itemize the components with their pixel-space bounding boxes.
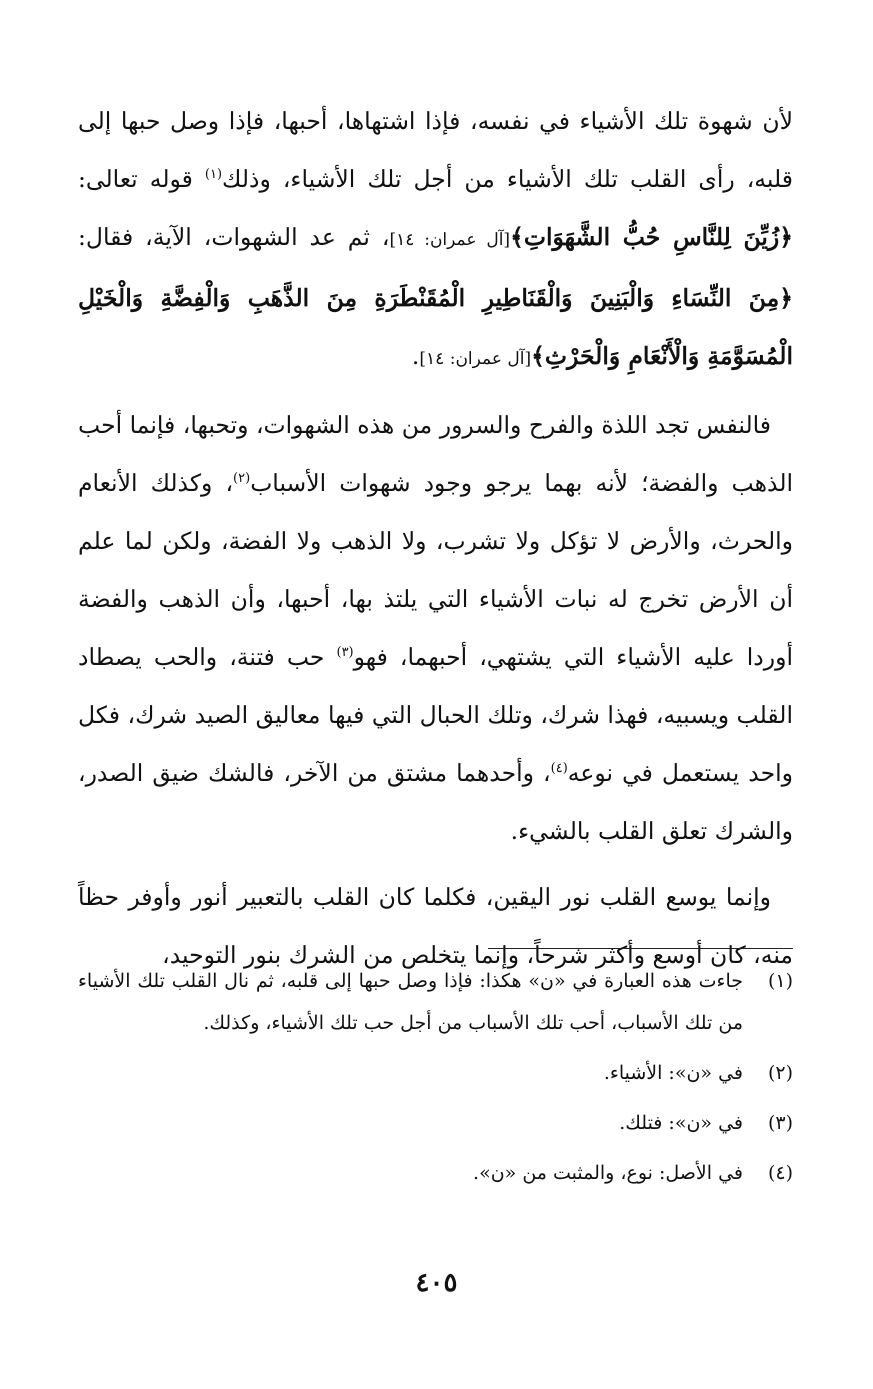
footnote-4 bbox=[78, 1152, 793, 1194]
verse-reference-2: [آل عمران: ١٤] bbox=[419, 349, 532, 369]
paragraph-2 bbox=[78, 396, 793, 860]
footnote-text: في الأصل: نوع، والمثبت من «ن». bbox=[473, 1162, 743, 1184]
verse-reference-1: [آل عمران: ١٤] bbox=[389, 230, 511, 250]
text-span: حب فتنة، والحب يصطاد القلب ويسبيه، فهذا شرك، وتلك الحبال التي فيها معاليق الصيد شرك، فكل واحد يستعمل في نوعه bbox=[78, 643, 793, 787]
footnote-2 bbox=[78, 1052, 793, 1094]
footnote-marker-3: (٣) bbox=[336, 645, 354, 661]
footnotes bbox=[78, 960, 793, 1202]
text-span: . bbox=[411, 342, 420, 370]
footnote-number: (١) bbox=[767, 970, 793, 992]
footnote-number: (٣) bbox=[767, 1112, 793, 1134]
footnote-text: جاءت هذه العبارة في «ن» هكذا: فإذا وصل حبها إلى قلبه، ثم نال القلب تلك الأشياء من تلك الأسباب، أحب تلك الأسباب من أجل حب تلك الأشياء، وكذلك. bbox=[78, 970, 743, 1034]
text-span: قوله تعالى: bbox=[78, 165, 205, 193]
footnote-divider bbox=[488, 948, 793, 949]
text-span: ، ثم عد الشهوات، الآية، فقال: bbox=[78, 223, 390, 251]
main-text bbox=[78, 92, 793, 984]
footnote-number: (٤) bbox=[767, 1162, 793, 1184]
quran-verse-1: ﴿زُيِّنَ لِلنَّاسِ حُبُّ الشَّهَوَاتِ﴾ bbox=[510, 223, 793, 251]
text-span: لأن شهوة تلك الأشياء في نفسه، فإذا اشتهاها، أحبها، فإذا وصل حبها إلى قلبه، رأى القلب تلك الأشياء من أجل تلك الأشياء، وذلك bbox=[78, 107, 794, 193]
text-span: فالنفس تجد اللذة والفرح والسرور من هذه الشهوات، وتحبها، فإنما أحب الذهب والفضة؛ لأنه بهما يرجو وجود شهوات الأسباب bbox=[78, 411, 794, 497]
footnote-number: (٢) bbox=[767, 1062, 793, 1084]
footnote-marker-2: (٢) bbox=[233, 471, 251, 487]
quran-verse-2: ﴿مِنَ النِّسَاءِ وَالْبَنِينَ وَالْقَنَاطِيرِ الْمُقَنْطَرَةِ مِنَ الذَّهَبِ وَالْفِضَّةِ وَالْخَيْلِ الْمُسَوَّمَةِ وَالْأَنْعَامِ وَالْحَرْثِ﴾ bbox=[78, 284, 793, 370]
footnote-text: في «ن»: الأشياء. bbox=[603, 1062, 743, 1084]
paragraph-1 bbox=[78, 92, 793, 388]
footnote-marker-1: (١) bbox=[204, 167, 223, 183]
footnote-text: في «ن»: فتلك. bbox=[619, 1112, 743, 1134]
text-span: ، وكذلك الأنعام والحرث، والأرض لا تؤكل ولا تشرب، ولا الذهب ولا الفضة، ولكن لما علم أن الأرض تخرج له نبات الأشياء التي يلتذ بها، أحبها، وأن الذهب والفضة أوردا عليه الأشياء التي يشتهي، أحبهما، فهو bbox=[78, 469, 793, 671]
page-number: ٤٠٥ bbox=[415, 1268, 458, 1298]
footnote-marker-4: (٤) bbox=[550, 761, 568, 777]
footnote-1 bbox=[78, 960, 793, 1044]
footnote-3 bbox=[78, 1102, 793, 1144]
text-span: ، وأحدهما مشتق من الآخر، فالشك ضيق الصدر، والشرك تعلق القلب بالشيء. bbox=[78, 759, 793, 845]
paragraph-3: وإنما يوسع القلب نور اليقين، فكلما كان القلب بالتعبير أنور وأوفر حظاً منه، كان أوسع وأكثر شرحاً، وإنما يتخلص من الشرك بنور التوحيد، bbox=[78, 883, 793, 969]
